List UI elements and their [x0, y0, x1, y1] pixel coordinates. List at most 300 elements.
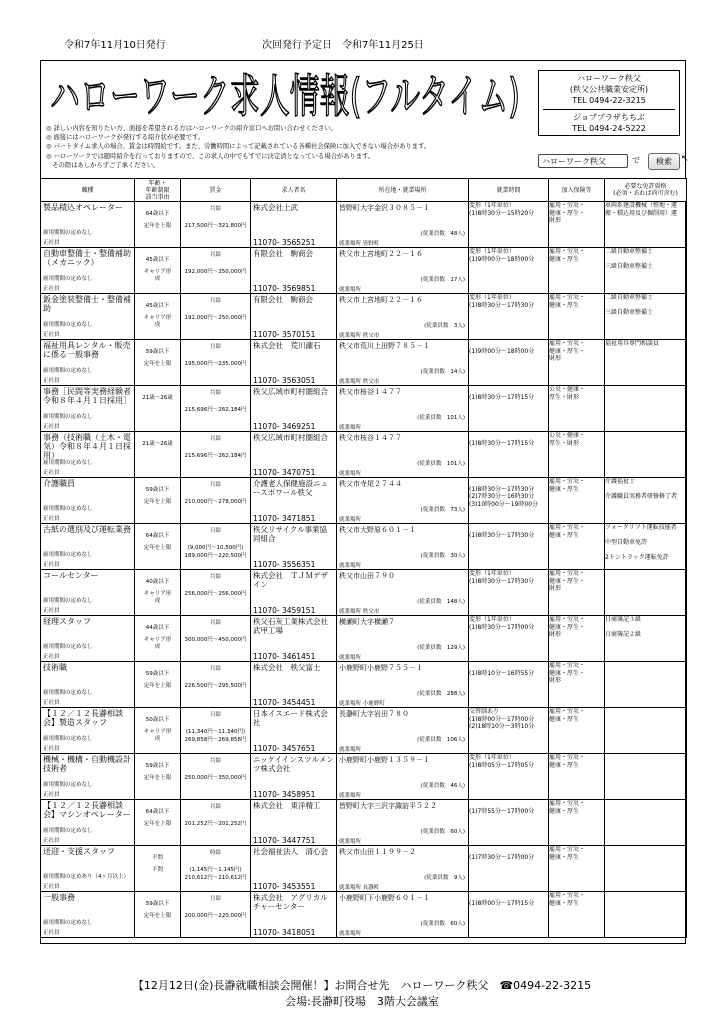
- header-age: 年齢・ 年齢制限 該当事由: [135, 179, 181, 202]
- wage-range: 250,000円～350,000円: [184, 775, 247, 781]
- job-cell: [41, 478, 135, 524]
- age-cell: [135, 294, 181, 340]
- table-row: [41, 432, 687, 478]
- workplace-label: 就業場所: [339, 701, 362, 707]
- age-cell: [135, 800, 181, 846]
- wage-cell: [181, 478, 251, 524]
- note-line: ◎ 面接にはハローワークが発行する紹介状が必要です。: [46, 134, 205, 142]
- office-name: ハローワーク秩父: [577, 74, 641, 83]
- workplace-value: 秩父市: [362, 333, 380, 339]
- license-cell: [605, 386, 687, 432]
- job-cell: [41, 248, 135, 294]
- wage-cell: [181, 202, 251, 248]
- table-row: [41, 202, 687, 248]
- address-cell: [337, 754, 469, 800]
- workplace-value: 長瀞町: [362, 885, 380, 891]
- page-title: [46, 66, 526, 122]
- age-cell: [135, 570, 181, 616]
- workplace: [339, 423, 361, 431]
- age-reason: キャリア形 成: [143, 315, 172, 328]
- age-reason: 定年を上限: [143, 361, 172, 367]
- employee-count-value: 288人): [446, 691, 465, 697]
- wage-type: 月給: [209, 482, 221, 488]
- license-cell: 介護福祉士 介護職員実務者研修修了者: [605, 478, 687, 524]
- issue-date: 令和7年11月10日発行: [64, 40, 166, 51]
- hire-type: 正社員: [43, 470, 60, 476]
- wage-cell: [181, 846, 251, 892]
- license-cell: [605, 754, 687, 800]
- hire-type: 正社員: [43, 930, 60, 936]
- address: 長瀞町大字岩田７８０: [339, 710, 409, 718]
- table-row: [41, 754, 687, 800]
- license-cell: [605, 662, 687, 708]
- header-address: 所在地・就業場所: [337, 179, 469, 202]
- job-cell: [41, 386, 135, 432]
- hours-cell: (1)8時10分～16時55分: [469, 662, 549, 708]
- insurance-cell: 雇用・労災・ 健康・厚生: [549, 248, 605, 294]
- employment-term: 雇用期間の定めなし: [43, 460, 93, 466]
- company-name: 有限会社 駒商会: [253, 249, 313, 258]
- age-cell: [135, 432, 181, 478]
- search-input[interactable]: ハローワーク秩父: [538, 154, 628, 168]
- job-number: 11070- 3569851: [253, 284, 316, 293]
- job-cell: [41, 800, 135, 846]
- job-title: 福祉用具レンタル・販売に係る一般事務: [43, 341, 131, 359]
- address-cell: [337, 432, 469, 478]
- age-cell: [135, 524, 181, 570]
- header-company: 求人者名: [251, 179, 337, 202]
- company-cell: [251, 248, 337, 294]
- header-insurance: 加入保険等: [549, 179, 605, 202]
- hire-type: 正社員: [43, 608, 60, 614]
- employee-count-value: 129人): [446, 645, 465, 651]
- job-title: 製品積込オペレーター: [43, 203, 123, 212]
- company-name: 株式会社 アグリカルチャーセンター: [253, 893, 328, 911]
- address-cell: [337, 570, 469, 616]
- employee-count-label: (従業員数: [420, 783, 445, 789]
- wage-cell: [181, 524, 251, 570]
- workplace: [339, 561, 361, 569]
- job-number: 11070- 3563051: [253, 376, 316, 385]
- address: 秩父市上宮地町２２－１６: [339, 296, 423, 304]
- company-name: 秩父広域市町村圏組合: [253, 433, 328, 442]
- table-body: [41, 202, 687, 938]
- table-row: [41, 708, 687, 754]
- job-cell: [41, 662, 135, 708]
- workplace-label: 就業場所: [339, 747, 362, 753]
- employee-count: [417, 597, 465, 605]
- company-cell: [251, 616, 337, 662]
- company-cell: [251, 800, 337, 846]
- wage-cell: [181, 616, 251, 662]
- workplace: [339, 469, 361, 477]
- header-job: 職種: [41, 179, 135, 202]
- age-limit: 64歳以下: [145, 533, 170, 539]
- workplace-label: 就業場所: [339, 609, 362, 615]
- wage-range: 201,252円～201,252円: [184, 821, 247, 827]
- employee-count: [417, 689, 465, 697]
- hire-type: 正社員: [43, 240, 60, 246]
- hours-cell: 変形（1年単位） (1)8時30分～17時30分: [469, 570, 549, 616]
- employee-count-value: 60人): [450, 829, 465, 835]
- age-limit: 45歳以下: [145, 257, 170, 263]
- cursor-icon: ↖: [681, 154, 689, 164]
- age-limit: 21歳～26歳: [142, 441, 173, 447]
- employee-count-label: (従業員数: [424, 323, 449, 329]
- job-title: 事務（技術職（土木・電気）令和８年４月１日採用）: [43, 433, 131, 460]
- age-reason: 定年を上限: [143, 913, 172, 919]
- header-wage: 賃金: [181, 179, 251, 202]
- workplace-label: 就業場所: [339, 517, 362, 523]
- job-title: 事務［民間等実務経験者令和８年４月１日採用］: [43, 387, 131, 405]
- age-reason: キャリア形 成: [143, 637, 172, 650]
- hours-cell: (1)8時30分～17時15分: [469, 386, 549, 432]
- employee-count-label: (従業員数: [417, 461, 442, 467]
- address-cell: [337, 340, 469, 386]
- employee-count-label: (従業員数: [420, 277, 445, 283]
- job-cell: [41, 202, 135, 248]
- insurance-cell: 雇用・労災・ 健康・厚生・ 財形: [549, 662, 605, 708]
- wage-cell: [181, 386, 251, 432]
- table-row: [41, 478, 687, 524]
- employee-count: [417, 413, 465, 421]
- wage-type: 月給: [209, 620, 221, 626]
- employment-term: 雇用期間の定めなし: [43, 230, 93, 236]
- employment-term: 雇用期間の定めなし: [43, 736, 93, 742]
- employee-count: [421, 367, 465, 375]
- hire-type: 正社員: [43, 792, 60, 798]
- company-name: 日本イスエード株式会社: [253, 709, 328, 727]
- age-reason: キャリア形 成: [143, 591, 172, 604]
- address-cell: [337, 616, 469, 662]
- wage-cell: [181, 892, 251, 938]
- employment-term: 雇用期間の定めあり（4ヶ月以上）: [43, 874, 130, 880]
- table-header-row: [41, 179, 687, 202]
- address: 秩父市山田１１９９－２: [339, 848, 416, 856]
- search-button[interactable]: 検索: [648, 153, 680, 170]
- license-cell: [605, 846, 687, 892]
- page-title-text: ハローワーク求人情報(フルタイム): [50, 69, 520, 122]
- hours-cell: 変形（1年単位） (1)9時00分～18時00分: [469, 248, 549, 294]
- note-line: ◎ パートタイム求人の場合、賃金は時間給です。また、労働時間によって記載されている各種社会保険に加入できない場合があります。: [46, 143, 431, 151]
- wage-range: 226,500円～295,500円: [184, 683, 247, 689]
- age-reason: キャリア形 成: [143, 729, 172, 742]
- employee-count: [417, 643, 465, 651]
- license-cell: 日商簿記３級 日商簿記２級: [605, 616, 687, 662]
- employment-term: 雇用期間の定めなし: [43, 506, 93, 512]
- workplace: [339, 929, 361, 937]
- hours-cell: (1)8時30分～17時15分: [469, 432, 549, 478]
- license-cell: [605, 892, 687, 938]
- wage-type: 月給: [209, 252, 221, 258]
- license-cell: [605, 800, 687, 846]
- table-row: [41, 294, 687, 340]
- hours-cell: (1)7時55分～17時00分: [469, 800, 549, 846]
- wage-range: 300,000円～450,000円: [184, 637, 247, 643]
- job-number: 11070- 3470751: [253, 468, 316, 477]
- header-hours: 就業時間: [469, 179, 549, 202]
- hours-cell: (1)8時00分～17時15分: [469, 892, 549, 938]
- hours-cell: (1)8時30分～17時30分: [469, 524, 549, 570]
- wage-type: 月給: [209, 436, 221, 442]
- insurance-cell: 雇用・労災・ 健康・厚生: [549, 478, 605, 524]
- job-cell: [41, 846, 135, 892]
- table-row: [41, 570, 687, 616]
- age-limit: 59歳以下: [145, 901, 170, 907]
- job-title: 一般事務: [43, 893, 75, 902]
- table-row: [41, 662, 687, 708]
- employee-count-value: 9人): [453, 875, 465, 881]
- hours-cell: (1)9時00分～18時00分: [469, 340, 549, 386]
- employee-count: [421, 551, 465, 559]
- employee-count-value: 101人): [446, 461, 465, 467]
- company-name: 介護老人保健施設ニュースポワール秩父: [253, 479, 328, 497]
- age-limit: 50歳以下: [145, 717, 170, 723]
- employee-count-value: 73人): [450, 507, 465, 513]
- job-cell: [41, 892, 135, 938]
- insurance-cell: 雇用・労災・ 健康・厚生: [549, 754, 605, 800]
- age-limit: 21歳～26歳: [142, 395, 173, 401]
- hire-type: 正社員: [43, 286, 60, 292]
- job-number: 11070- 3570151: [253, 330, 316, 339]
- employee-count-label: (従業員数: [420, 369, 445, 375]
- workplace-value: 皆野町: [362, 241, 380, 247]
- wage-type: 月給: [209, 344, 221, 350]
- age-cell: [135, 708, 181, 754]
- company-cell: [251, 202, 337, 248]
- insurance-cell: 雇用・労災・ 健康・厚生: [549, 800, 605, 846]
- age-limit: 不問: [151, 855, 163, 861]
- hire-type: 正社員: [43, 700, 60, 706]
- hours-cell: 変形（1年単位） (1)8時05分～17時05分: [469, 754, 549, 800]
- job-cell: [41, 616, 135, 662]
- age-limit: 64歳以下: [145, 809, 170, 815]
- employment-term: 雇用期間の定めなし: [43, 414, 93, 420]
- employee-count-value: 48人): [450, 231, 465, 237]
- age-limit: 40歳以下: [145, 579, 170, 585]
- employee-count-value: 17人): [450, 277, 465, 283]
- insurance-cell: 雇用・労災・ 健康・厚生: [549, 294, 605, 340]
- license-cell: 二級自動車整備士 三級自動車整備士: [605, 248, 687, 294]
- wage-range: 192,000円～250,000円: [184, 269, 247, 275]
- license-cell: フォークリフト運転技能者 中型自動車免許 2トントラック運転免許: [605, 524, 687, 570]
- employee-count: [421, 827, 465, 835]
- job-title: 自動車整備士・整備補助（メカニック）: [43, 249, 131, 267]
- wage-cell: [181, 800, 251, 846]
- employee-count-label: (従業員数: [420, 829, 445, 835]
- age-reason: 定年を上限: [143, 683, 172, 689]
- job-cell: [41, 754, 135, 800]
- employment-term: 雇用期間の定めなし: [43, 598, 93, 604]
- age-cell: [135, 202, 181, 248]
- employment-term: 雇用期間の定めなし: [43, 368, 93, 374]
- employee-count-label: (従業員数: [417, 645, 442, 651]
- wage-cell: [181, 340, 251, 386]
- age-cell: [135, 662, 181, 708]
- company-cell: [251, 570, 337, 616]
- employee-count: [417, 735, 465, 743]
- license-cell: 車両系建設機械（整地・運搬・積込用及び掘削用）運: [605, 202, 687, 248]
- insurance-cell: 雇用・労災・ 健康・厚生: [549, 708, 605, 754]
- employee-count-label: (従業員数: [417, 737, 442, 743]
- job-cell: [41, 294, 135, 340]
- table-row: [41, 248, 687, 294]
- wage-range: 195,000円～235,000円: [184, 361, 247, 367]
- job-number: 11070- 3461451: [253, 652, 316, 661]
- wage-type: 日給: [209, 528, 221, 534]
- company-name: ニッケイインスツルメンツ株式会社: [253, 755, 334, 773]
- company-name: 株式会社 東洋精工: [253, 801, 321, 810]
- workplace: [339, 883, 379, 891]
- age-cell: [135, 340, 181, 386]
- office-phone: TEL 0494-22-3215: [572, 96, 646, 105]
- workplace-label: 就業場所: [339, 333, 362, 339]
- workplace-label: 就業場所: [339, 885, 362, 891]
- job-title: 経理スタッフ: [43, 617, 91, 626]
- age-limit: 59歳以下: [145, 671, 170, 677]
- age-reason: 定年を上限: [143, 223, 172, 229]
- insurance-cell: 雇用・労災・ 健康・厚生・ 財形: [549, 340, 605, 386]
- workplace-label: 就業場所: [339, 241, 362, 247]
- workplace: [339, 837, 361, 845]
- employee-count-value: 30人): [450, 553, 465, 559]
- address-cell: [337, 708, 469, 754]
- address-cell: [337, 248, 469, 294]
- workplace-value: 秩父市: [362, 609, 380, 615]
- wage-type: 月給: [209, 896, 221, 902]
- employee-count-label: (従業員数: [420, 921, 445, 927]
- address: 秩父市荒川上田野７８５－１: [339, 342, 430, 350]
- company-name: 有限会社 駒商会: [253, 295, 313, 304]
- workplace-label: 就業場所: [339, 793, 362, 799]
- workplace: [339, 331, 379, 339]
- hire-type: 正社員: [43, 332, 60, 338]
- company-name: 株式会社 荒川瀧石: [253, 341, 321, 350]
- address: 秩父市桜谷１４７７: [339, 434, 402, 442]
- insurance-cell: 雇用・労災・ 健康・厚生: [549, 524, 605, 570]
- job-number: 11070- 3418051: [253, 928, 316, 937]
- age-cell: [135, 754, 181, 800]
- job-title: 古紙の選別及び運転業務: [43, 525, 131, 534]
- insurance-cell: 雇用・労災・ 健康・厚生: [549, 846, 605, 892]
- wage-cell: [181, 570, 251, 616]
- job-number: 11070- 3565251: [253, 238, 316, 247]
- employment-term: 雇用期間の定めなし: [43, 552, 93, 558]
- wage-cell: [181, 754, 251, 800]
- employment-term: 雇用期間の定めなし: [43, 322, 93, 328]
- employee-count: [424, 321, 465, 329]
- note-line: ◎ ハローワークでは随時紹介を行っておりますので、この求人の中でもすでに決定済となっている場合があります。: [46, 152, 375, 160]
- employee-count: [421, 919, 465, 927]
- table-row: [41, 340, 687, 386]
- company-cell: [251, 846, 337, 892]
- employee-count-label: (従業員数: [420, 231, 445, 237]
- wage-range: 210,000円～278,000円: [184, 499, 247, 505]
- workplace-label: 就業場所: [339, 287, 362, 293]
- hire-type: 正社員: [43, 516, 60, 522]
- license-cell: [605, 432, 687, 478]
- employee-count: [421, 781, 465, 789]
- job-cell: [41, 432, 135, 478]
- wage-type: 月給: [209, 298, 221, 304]
- wage-range: (1,145円～1,145円) 210,612円～210,612円: [184, 867, 247, 881]
- hours-cell: (1)8時30分～17時30分 (2)7時30分～16時30分 (3)10時00分～19時00分: [469, 478, 549, 524]
- workplace: [339, 515, 361, 523]
- age-reason: 定年を上限: [143, 821, 172, 827]
- age-limit: 44歳以下: [145, 625, 170, 631]
- wage-range: 192,000円～250,000円: [184, 315, 247, 321]
- employee-count: [421, 505, 465, 513]
- insurance-cell: 雇用・労災・ 健康・厚生: [549, 892, 605, 938]
- address-cell: [337, 800, 469, 846]
- age-limit: 64歳以下: [145, 211, 170, 217]
- job-title: 【１２／１２長瀞相談会】マシンオペレーター: [43, 801, 131, 819]
- address-cell: [337, 386, 469, 432]
- workplace: [339, 699, 385, 707]
- company-cell: [251, 478, 337, 524]
- age-reason: 定年を上限: [143, 499, 172, 505]
- wage-cell: [181, 248, 251, 294]
- address: 皆野町大字三沢字諏訪平５２２: [339, 802, 437, 810]
- company-name: 株式会社上武: [253, 203, 298, 212]
- job-title: 鈑金塗装整備士・整備補助: [43, 295, 131, 313]
- office-contact-box: [538, 70, 680, 136]
- company-cell: [251, 524, 337, 570]
- employment-term: 雇用期間の定めなし: [43, 690, 93, 696]
- age-cell: [135, 616, 181, 662]
- job-title: 送迎・支援スタッフ: [43, 847, 115, 856]
- workplace-label: 就業場所: [339, 655, 362, 661]
- age-reason: 不問: [151, 867, 163, 873]
- wage-range: 217,500円～321,800円: [184, 223, 247, 229]
- job-number: 11070- 3453551: [253, 882, 316, 891]
- hire-type: 正社員: [43, 562, 60, 568]
- employee-count-value: 60人): [450, 921, 465, 927]
- employment-term: 雇用期間の定めなし: [43, 276, 93, 282]
- hire-type: 正社員: [43, 746, 60, 752]
- wage-type: 月給: [209, 666, 221, 672]
- license-cell: [605, 570, 687, 616]
- wage-type: 日給: [209, 712, 221, 718]
- workplace-label: 就業場所: [339, 425, 362, 431]
- job-number: 11070- 3469251: [253, 422, 316, 431]
- wage-range: 200,000円～220,000円: [184, 913, 247, 919]
- wage-range: 256,000円～256,000円: [184, 591, 247, 597]
- company-cell: [251, 892, 337, 938]
- workplace: [339, 745, 361, 753]
- hours-cell: 変形（1年単位） (1)8時30分～15時20分: [469, 202, 549, 248]
- next-issue-date: 次回発行予定日 令和7年11月25日: [262, 40, 424, 51]
- employee-count-value: 14人): [450, 369, 465, 375]
- age-cell: [135, 248, 181, 294]
- address: 秩父市桜谷１４７７: [339, 388, 402, 396]
- employee-count-value: 148人): [446, 599, 465, 605]
- age-reason: 定年を上限: [143, 775, 172, 781]
- note-line: その際はあしからずご了承ください。: [46, 161, 160, 169]
- wage-range: 215,696円～262,184円: [184, 453, 247, 459]
- workplace-label: 就業場所: [339, 931, 362, 937]
- company-name: 秩父広域市町村圏組合: [253, 387, 328, 396]
- company-name: 株式会社 秩父富士: [253, 663, 321, 672]
- employment-term: 雇用期間の定めなし: [43, 920, 93, 926]
- job-number: 11070- 3454451: [253, 698, 316, 707]
- hire-type: 正社員: [43, 884, 60, 890]
- workplace-value: 秩父市: [362, 379, 380, 385]
- insurance-cell: 公災・健康・ 厚生・財形: [549, 432, 605, 478]
- office-subname: (秩父公共職業安定所): [569, 85, 649, 94]
- address-cell: [337, 524, 469, 570]
- wage-range: 215,696円～262,184円: [184, 407, 247, 413]
